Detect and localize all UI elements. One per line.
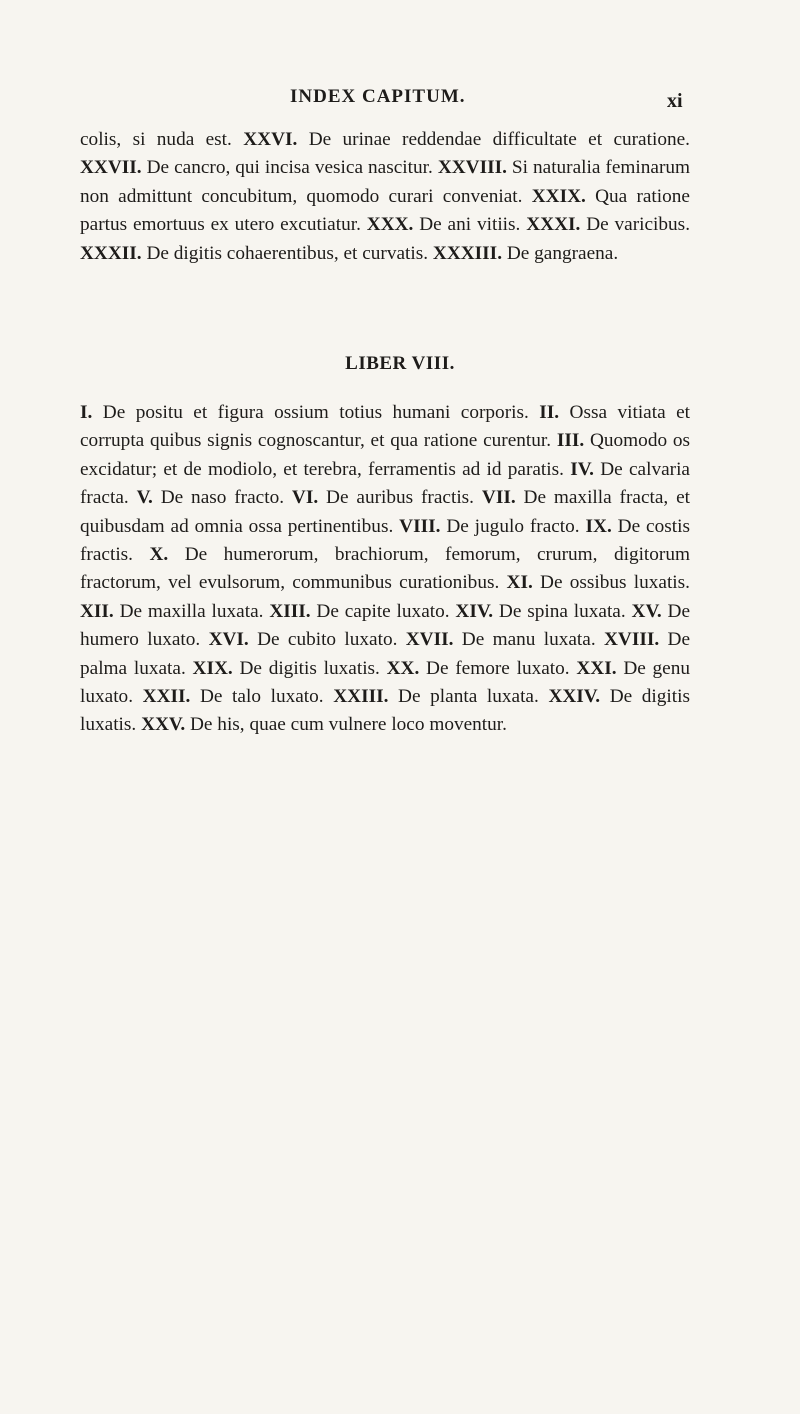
chapter-number: XVI. [208, 629, 249, 651]
chapter-number: XIII. [269, 600, 311, 622]
chapter-title: colis, si nuda est. [80, 129, 232, 150]
chapter-title: De his, quae cum vulnere loco moventur. [190, 714, 507, 736]
chapter-title: De cancro, qui incisa vesica nascitur. [146, 157, 433, 179]
chapter-title: De auribus fractis. [326, 487, 475, 509]
chapter-number: X. [149, 544, 169, 566]
chapter-number: XII. [80, 600, 114, 622]
chapter-number: XXII. [142, 686, 191, 708]
chapter-title: De maxilla fracta, et quibusdam ad omnia ossa pertinentibus. [80, 487, 691, 537]
chapter-list-book-viii [80, 399, 690, 740]
chapter-entry [399, 516, 579, 537]
chapter-title: De digitis cohaerentibus, et curvatis. [146, 242, 429, 264]
chapter-entry [80, 129, 232, 150]
chapter-title: De maxilla luxata. [119, 600, 264, 622]
chapter-title: De planta luxata. [398, 686, 539, 708]
chapter-entry [80, 157, 433, 178]
chapter-entry [507, 572, 690, 593]
chapter-entry [333, 686, 539, 707]
book-heading: LIBER VIII. [345, 353, 455, 374]
chapter-entry [367, 214, 521, 235]
chapter-entry [269, 601, 449, 622]
chapter-number: VI. [291, 487, 319, 509]
chapter-entry [80, 601, 263, 622]
chapter-title: De humerorum, brachiorum, femorum, crurum, digitorum fractorum, vel evulsorum, communibus curationibus. [80, 544, 690, 594]
chapter-number: XVII. [405, 629, 454, 651]
chapter-title: De digitis luxatis. [239, 657, 380, 679]
chapter-number: VII. [481, 487, 516, 509]
chapter-title: De varicibus. [586, 214, 691, 236]
chapter-entry [193, 658, 380, 679]
chapter-title: De palma luxata. [80, 629, 690, 679]
chapter-number: XXIX. [531, 185, 586, 207]
chapter-title: De costis fractis. [80, 515, 690, 566]
chapter-number: III. [556, 430, 585, 452]
chapter-number: XXX. [366, 214, 414, 236]
chapter-number: XXXIII. [432, 242, 503, 264]
chapter-title: De cubito luxato. [257, 629, 398, 651]
chapter-title: De ossibus luxatis. [540, 572, 690, 594]
chapter-title: De calvaria fracta. [80, 458, 690, 509]
chapter-number: I. [80, 402, 93, 423]
chapter-number: II. [539, 402, 560, 423]
chapter-title: De jugulo fracto. [446, 515, 580, 537]
chapter-number: IV. [570, 458, 594, 480]
chapter-number: XXIV. [548, 686, 601, 708]
chapter-title: De ani vitiis. [419, 214, 521, 236]
chapter-title: Si naturalia feminarum non admittunt concubitum, quomodo curari conveniat. [80, 157, 691, 207]
chapter-entry [243, 129, 690, 150]
chapter-number: IX. [585, 515, 612, 537]
chapter-number: VIII. [399, 515, 441, 537]
chapter-title: De talo luxato. [199, 686, 324, 708]
chapter-list-continuation [80, 126, 690, 268]
chapter-title: De humero luxato. [80, 600, 691, 651]
chapter-number: XXIII. [333, 686, 389, 708]
chapter-number: XXI. [576, 657, 617, 679]
page-number: xi [667, 90, 683, 112]
chapter-title: Ossa vitiata et corrupta quibus signis cognoscantur, et qua ratione curentur. [80, 402, 691, 452]
chapter-number: V. [136, 487, 153, 509]
chapter-entry [433, 243, 618, 264]
chapter-number: XIV. [455, 600, 494, 622]
chapter-number: XI. [506, 572, 533, 594]
chapter-entry [209, 629, 398, 650]
running-head [0, 86, 800, 116]
chapter-number: XXVII. [80, 157, 142, 179]
chapter-title: De naso fracto. [160, 487, 285, 509]
chapter-entry [80, 243, 428, 264]
chapter-title: De manu luxata. [461, 629, 596, 651]
chapter-entry [80, 402, 529, 423]
chapter-number: XV. [631, 600, 662, 622]
chapter-title: De spina luxata. [498, 600, 626, 622]
chapter-title: Quomodo os excidatur; et de modiolo, et terebra, ferramentis ad id paratis. [80, 430, 690, 480]
chapter-entry [137, 487, 284, 508]
chapter-title: De genu luxato. [80, 657, 691, 708]
chapter-title: De digitis luxatis. [80, 686, 690, 736]
chapter-title: De capite luxato. [316, 600, 450, 622]
chapter-entry [292, 487, 474, 508]
chapter-number: XX. [386, 657, 420, 679]
chapter-number: XIX. [192, 657, 233, 679]
chapter-title: De positu et figura ossium totius humani corporis. [102, 402, 529, 423]
chapter-title: De gangraena. [506, 242, 619, 264]
chapter-number: XXVI. [243, 129, 298, 150]
chapter-number: XXV. [141, 714, 186, 736]
running-title: INDEX CAPITUM. [290, 86, 466, 107]
chapter-title: Qua ratione partus emortuus ex utero excutiatur. [80, 185, 690, 236]
chapter-number: XVIII. [604, 629, 660, 651]
chapter-number: XXXII. [80, 242, 142, 264]
chapter-title: De femore luxato. [426, 657, 570, 679]
chapter-title: De urinae reddendae difficultate et curatione. [308, 129, 690, 150]
chapter-number: XXXI. [526, 214, 581, 236]
chapter-entry [387, 658, 570, 679]
chapter-entry [526, 214, 690, 235]
chapter-entry [141, 714, 507, 735]
chapter-entry [143, 686, 324, 707]
chapter-entry [406, 629, 596, 650]
chapter-entry [455, 601, 625, 622]
chapter-number: XXVIII. [437, 157, 507, 179]
